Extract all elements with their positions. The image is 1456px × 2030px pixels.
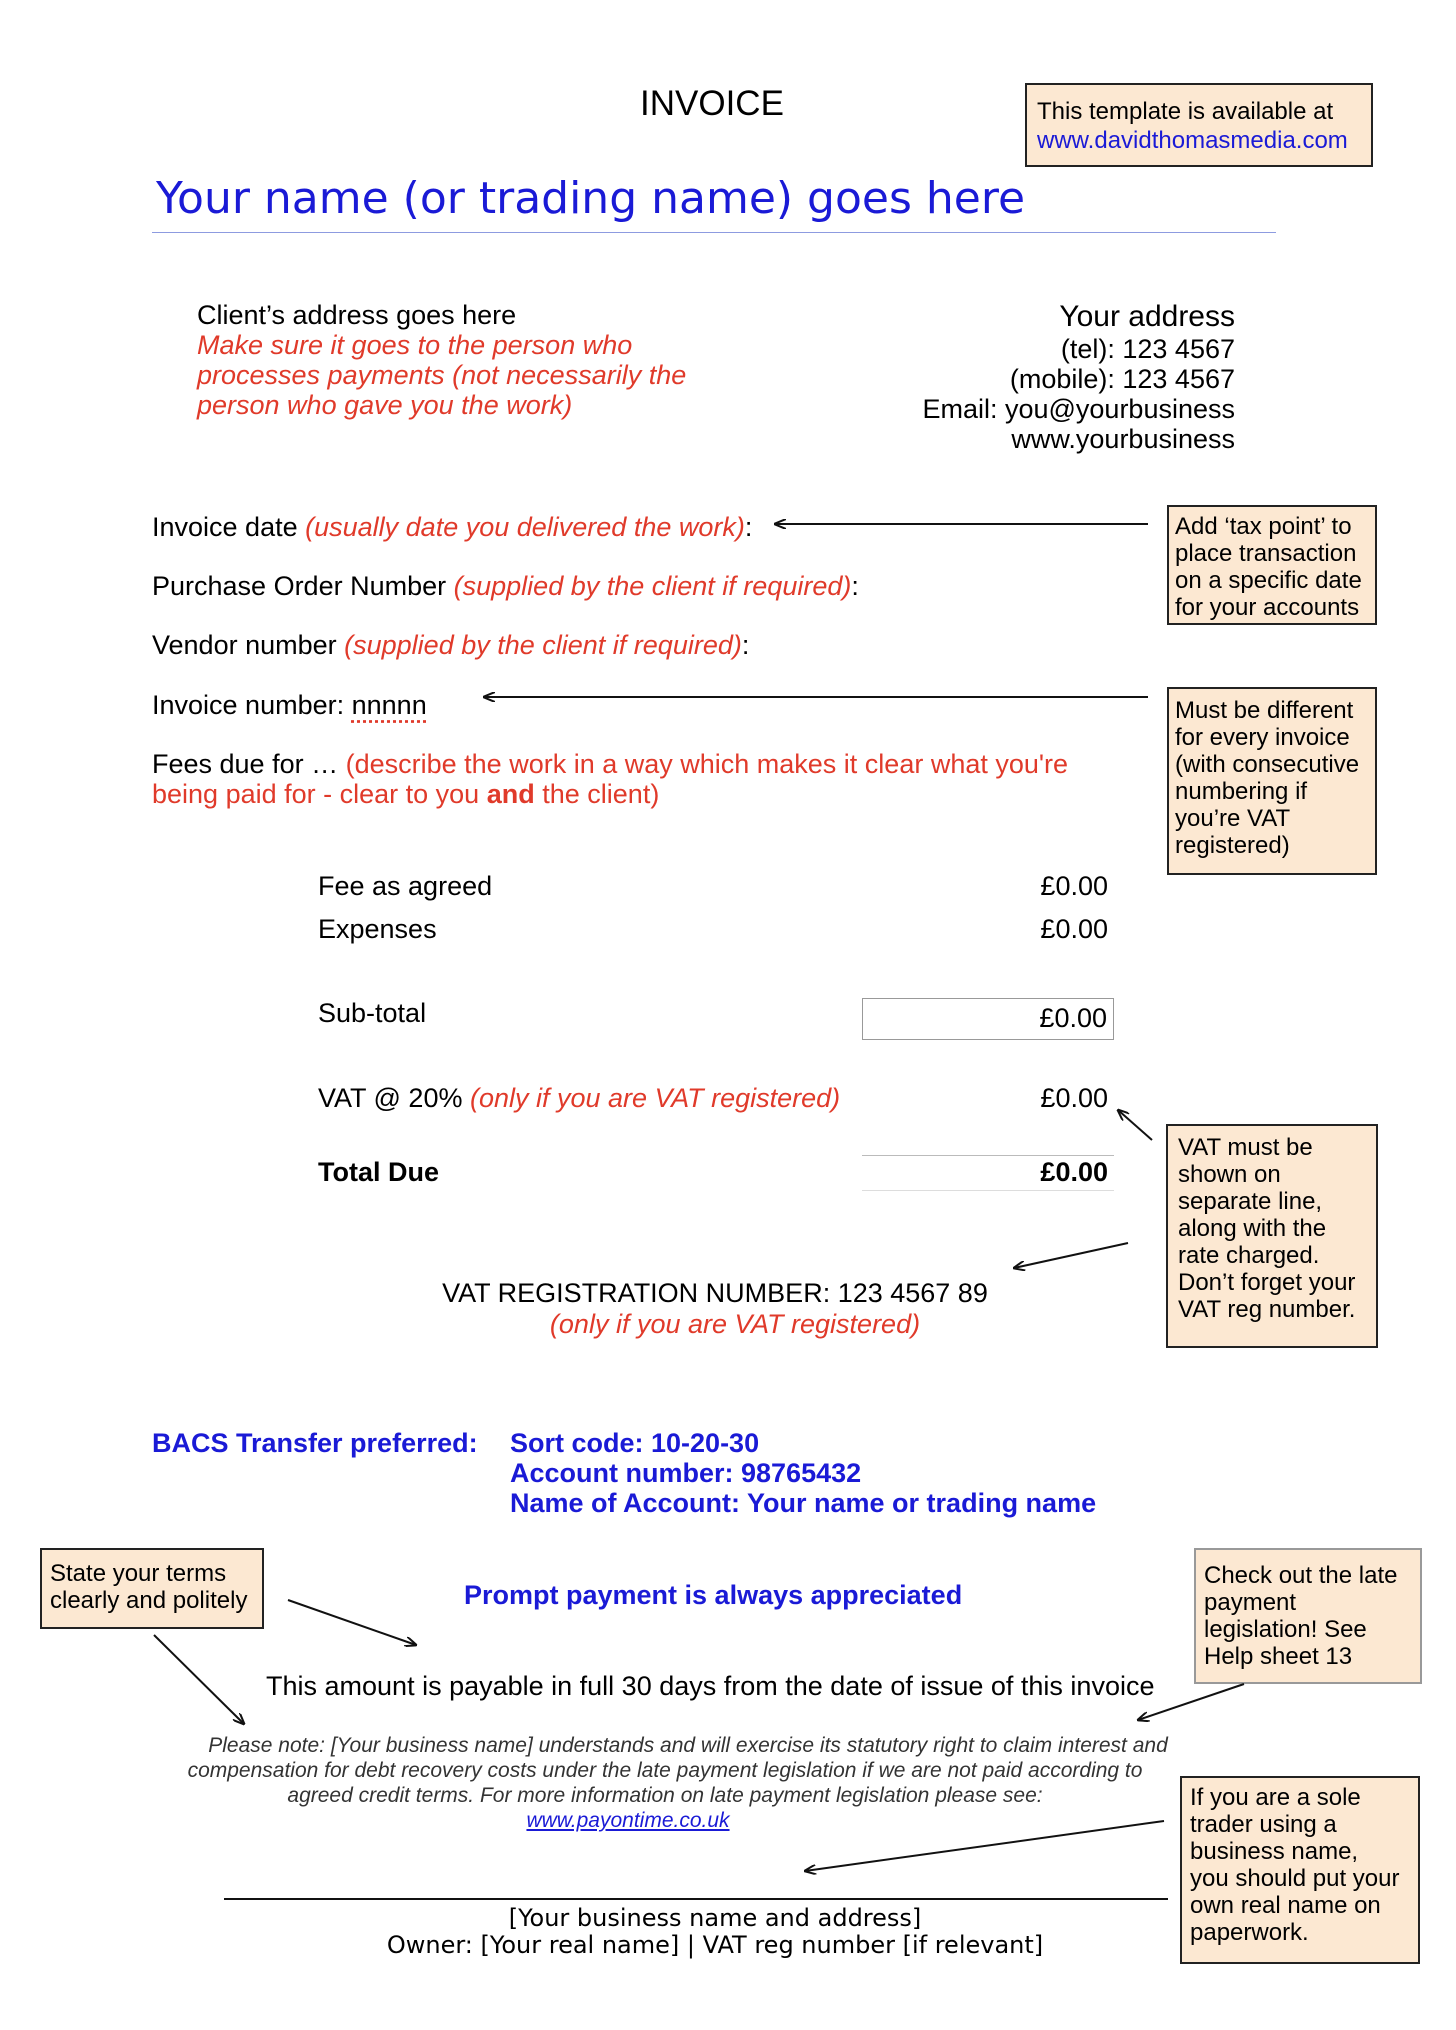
template-note-link[interactable]: www.davidthomasmedia.com	[1037, 127, 1348, 154]
arrow-vat-amount	[1118, 1110, 1152, 1140]
note-line: numbering if	[1175, 778, 1308, 805]
client-address: Client’s address goes here	[197, 300, 517, 330]
bacs-account-name: Name of Account: Your name or trading name	[510, 1488, 1097, 1518]
note-line: for your accounts	[1175, 594, 1360, 621]
bacs-label: BACS Transfer preferred:	[152, 1428, 478, 1458]
note-line: legislation! See	[1204, 1616, 1367, 1643]
note-line: business name,	[1190, 1838, 1359, 1865]
fees-due-hint: being paid for - clear to you	[152, 779, 480, 809]
note-line: registered)	[1175, 832, 1290, 859]
note-line: place transaction	[1175, 540, 1357, 567]
vendor-number-colon: :	[741, 630, 750, 660]
arrow-sole-trader	[805, 1821, 1164, 1871]
legal-line: Please note: [Your business name] understands and will exercise its statutory right to claim interest and	[208, 1734, 1168, 1757]
subtotal-amount: £0.00	[1039, 1003, 1107, 1033]
note-line: paperwork.	[1190, 1919, 1309, 1946]
note-line: own real name on	[1190, 1892, 1381, 1919]
note-line: If you are a sole	[1190, 1784, 1361, 1811]
vat-reg-hint: (only if you are VAT registered)	[549, 1309, 921, 1339]
invoice-date-hint: (usually date you delivered the work)	[305, 512, 745, 542]
bacs-account-number: Account number: 98765432	[510, 1458, 862, 1488]
invoice-title: INVOICE	[640, 84, 784, 123]
legal-line: compensation for debt recovery costs under the late payment legislation if we are not paid according to	[187, 1759, 1143, 1782]
your-address-web: www.yourbusiness	[1011, 424, 1235, 454]
payable-terms: This amount is payable in full 30 days from the date of issue of this invoice	[266, 1671, 1155, 1701]
po-number-colon: :	[851, 571, 859, 601]
client-hint-line: processes payments (not necessarily the	[197, 360, 687, 390]
business-name: Your name (or trading name) goes here	[156, 173, 1026, 224]
note-line: rate charged.	[1178, 1242, 1320, 1269]
footer-business: [Your business name and address]	[508, 1904, 922, 1932]
arrow-terms-legal	[154, 1635, 244, 1724]
invoice-number-value[interactable]: nnnnn	[351, 690, 427, 720]
note-line: VAT must be	[1178, 1134, 1313, 1161]
your-address-tel: (tel): 123 4567	[1060, 334, 1235, 364]
total-label: Total Due	[318, 1157, 439, 1187]
note-line: you should put your	[1190, 1865, 1400, 1892]
total-amount: £0.00	[1040, 1157, 1108, 1187]
fee-amount: £0.00	[1040, 871, 1108, 901]
note-line: State your terms	[50, 1560, 227, 1587]
note-line: for every invoice	[1175, 724, 1350, 751]
invoice-date-label: Invoice date	[152, 512, 298, 542]
template-note-text: This template is available at	[1037, 98, 1334, 125]
note-line: Help sheet 13	[1204, 1643, 1353, 1670]
fees-due-label: Fees due for …	[152, 749, 339, 779]
subtotal-label: Sub-total	[318, 998, 427, 1028]
fees-due-hint: the client)	[542, 779, 660, 809]
vat-reg-number: VAT REGISTRATION NUMBER: 123 4567 89	[442, 1278, 988, 1308]
note-line: you’re VAT	[1175, 805, 1291, 832]
note-line: Add ‘tax point’ to	[1175, 513, 1352, 540]
note-line: along with the	[1178, 1215, 1327, 1242]
expenses-label: Expenses	[318, 914, 437, 944]
note-line: Check out the late	[1204, 1562, 1398, 1589]
footer-owner: Owner: [Your real name] | VAT reg number [if relevant]	[386, 1931, 1044, 1959]
fee-label: Fee as agreed	[318, 871, 493, 901]
your-address-title: Your address	[1059, 300, 1235, 333]
note-line: trader using a	[1190, 1811, 1337, 1838]
vendor-number-hint: (supplied by the client if required)	[344, 630, 742, 660]
note-line: Must be different	[1175, 697, 1354, 724]
po-number-hint: (supplied by the client if required)	[453, 571, 852, 601]
note-line: payment	[1204, 1589, 1297, 1616]
invoice-date-colon: :	[744, 512, 753, 542]
note-line: (with consecutive	[1175, 751, 1360, 778]
arrow-vat-reg	[1014, 1243, 1128, 1268]
note-line: on a specific date	[1175, 567, 1362, 594]
note-line: clearly and politely	[50, 1587, 248, 1614]
client-hint-line: person who gave you the work)	[197, 390, 573, 420]
your-address-email: Email: you@yourbusiness	[922, 394, 1235, 424]
vat-label: VAT @ 20%	[318, 1083, 463, 1113]
expenses-amount: £0.00	[1040, 914, 1108, 944]
prompt-payment: Prompt payment is always appreciated	[464, 1580, 963, 1610]
vendor-number-label: Vendor number	[152, 630, 337, 660]
arrow-late-legal	[1138, 1684, 1244, 1720]
your-address-mobile: (mobile): 123 4567	[1009, 364, 1235, 394]
bacs-sort-code: Sort code: 10-20-30	[510, 1428, 760, 1458]
invoice-number-label: Invoice number:	[152, 690, 345, 720]
client-hint-line: Make sure it goes to the person who	[197, 330, 633, 360]
note-line: VAT reg number.	[1178, 1296, 1356, 1323]
po-number-label: Purchase Order Number	[152, 571, 447, 601]
fees-due-hint: (describe the work in a way which makes it clear what you're	[345, 749, 1069, 779]
note-line: shown on	[1178, 1161, 1281, 1188]
legal-line: agreed credit terms. For more information on late payment legislation please see:	[287, 1784, 1043, 1807]
note-line: Don’t forget your	[1178, 1269, 1356, 1296]
vat-hint: (only if you are VAT registered)	[469, 1083, 841, 1113]
fees-due-hint-bold: and	[486, 779, 535, 809]
note-line: separate line,	[1178, 1188, 1323, 1215]
legal-link[interactable]: www.payontime.co.uk	[526, 1809, 730, 1832]
vat-amount: £0.00	[1040, 1083, 1108, 1113]
arrow-terms-payable	[288, 1600, 416, 1645]
